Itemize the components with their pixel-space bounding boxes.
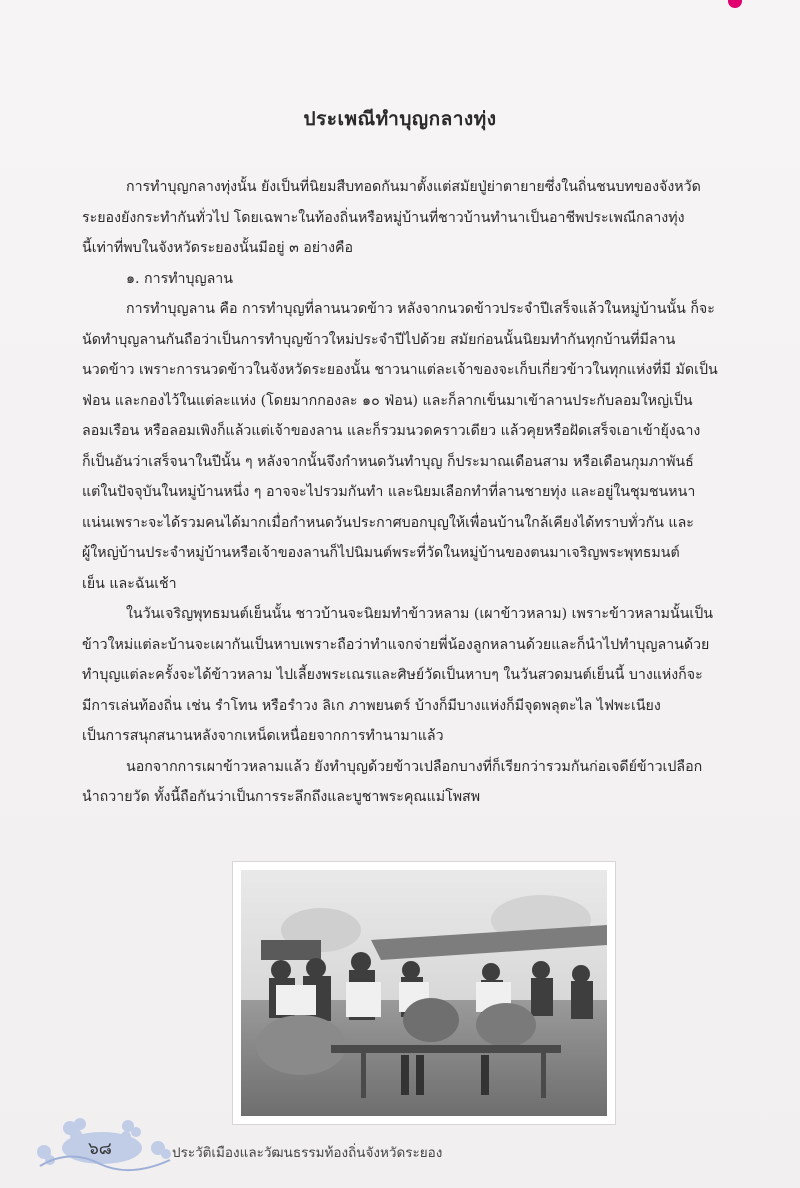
- festival-photo: [241, 870, 607, 1116]
- page-number: ๖๘: [88, 1139, 112, 1159]
- page-footer: [30, 1108, 770, 1178]
- paragraph-line: ข้าวใหม่แต่ละบ้านจะเผากันเป็นหาบเพราะถือว่าทำแจกจ่ายพี่น้องลูกหลานด้วยและก็นำไปทำบุญลานด้วย: [82, 636, 710, 653]
- paragraph-line: ก็เป็นอันว่าเสร็จนาในปีนั้น ๆ หลังจากนั้นจึงกำหนดวันทำบุญ ก็ประมาณเดือนสาม หรือเดือนกุมภาพันธ์: [82, 453, 694, 470]
- paragraph-line: ระยองยังกระทำกันทั่วไป โดยเฉพาะในท้องถิ่นหรือหมู่บ้านที่ชาวบ้านทำนาเป็นอาชีพประเพณีกลางทุ่ง: [82, 209, 685, 226]
- paragraph-line: เย็น และฉันเช้า: [82, 575, 177, 592]
- page-title: ประเพณีทำบุญกลางทุ่ง: [303, 108, 497, 130]
- paragraph-line: นี้เท่าที่พบในจังหวัดระยองนั้นมีอยู่ ๓ อย่างคือ: [82, 240, 354, 256]
- paragraph-line: ฟ่อน และกองไว้ในแต่ละแห่ง (โดยมากกองละ ๑๐ ฟ่อน) และก็ลากเข็นมาเข้าลานประกับลอมใหญ่เป็น: [82, 392, 693, 409]
- paragraph-line: ในวันเจริญพุทธมนต์เย็นนั้น ชาวบ้านจะนิยมทำข้าวหลาม (เผาข้าวหลาม) เพราะข้าวหลามนั้นเป็น: [126, 606, 713, 622]
- paragraph-line: ๑. การทำบุญลาน: [126, 270, 233, 287]
- body-text: [82, 172, 782, 813]
- paragraph-line: การทำบุญลาน คือ การทำบุญที่ลานนวดข้าว หลังจากนวดข้าวประจำปีเสร็จแล้วในหมู่บ้านนั้น ก็จะ: [126, 301, 715, 317]
- photo-frame: [233, 862, 615, 1124]
- paragraph-line: แต่ในปัจจุบันในหมู่บ้านหนึ่ง ๆ อาจจะไปรวมกันทำ และนิยมเลือกทำที่ลานชายทุ่ง และอยู่ในชุมชนหนา: [82, 484, 696, 500]
- paragraph-line: ทำบุญแต่ละครั้งจะได้ข้าวหลาม ไปเลี้ยงพระเณรและศิษย์วัดเป็นหาบๆ ในวันสวดมนต์เย็นนี้ บางแห่งก็จะ: [82, 667, 703, 683]
- paragraph-line: นำถวายวัด ทั้งนี้ถือกันว่าเป็นการระลึกถึงและบูชาพระคุณแม่โพสพ: [82, 789, 481, 805]
- paragraph-line: มีการเล่นท้องถิ่น เช่น รำโทน หรือรำวง ลิเก ภาพยนตร์ บ้างก็มีบางแห่งก็มีจุดพลุตะไล ไฟพะเนียง: [82, 697, 661, 714]
- paragraph-line: ลอมเรือน หรือลอมเพิงก็แล้วแต่เจ้าของลาน และก็รวมนวดคราวเดียว แล้วคุยหรือฝัดเสร็จเอาเข้ายุ้งฉาง: [82, 423, 701, 439]
- footer-book-title: ประวัติเมืองและวัฒนธรรมท้องถิ่นจังหวัดระยอง: [172, 1145, 443, 1161]
- paragraph-line: การทำบุญกลางทุ่งนั้น ยังเป็นที่นิยมสืบทอดกันมาตั้งแต่สมัยปู่ย่าตายายซึ่งในถิ่นชนบทของจังหวัด: [126, 179, 701, 195]
- paragraph-line: ผู้ใหญ่บ้านประจำหมู่บ้านหรือเจ้าของลานก็ไปนิมนต์พระที่วัดในหมู่บ้านของตนมาเจริญพระพุทธมนต์: [82, 545, 680, 561]
- paragraph-line: เป็นการสนุกสนานหลังจากเหน็ดเหนื่อยจากการทำนามาแล้ว: [82, 728, 444, 744]
- corner-mark: [728, 0, 742, 8]
- paragraph-line: นอกจากการเผาข้าวหลามแล้ว ยังทำบุญด้วยข้าวเปลือกบางที่ก็เรียกว่ารวมกันก่อเจดีย์ข้าวเปลือก: [126, 758, 703, 775]
- paragraph-line: นัดทำบุญลานกันถือว่าเป็นการทำบุญข้าวใหม่ประจำปีไปด้วย สมัยก่อนนั้นนิยมทำกันทุกบ้านที่มีลาน: [82, 331, 676, 348]
- paragraph-line: แน่นเพราะจะได้รวมคนได้มากเมื่อกำหนดวันประกาศบอกบุญให้เพื่อนบ้านใกล้เคียงได้ทราบทั่วกัน และ: [82, 514, 694, 531]
- paragraph-line: นวดข้าว เพราะการนวดข้าวในจังหวัดระยองนั้น ชาวนาแต่ละเจ้าของจะเก็บเกี่ยวข้าวในทุกแห่งที่มี มัดเป็น: [82, 362, 718, 378]
